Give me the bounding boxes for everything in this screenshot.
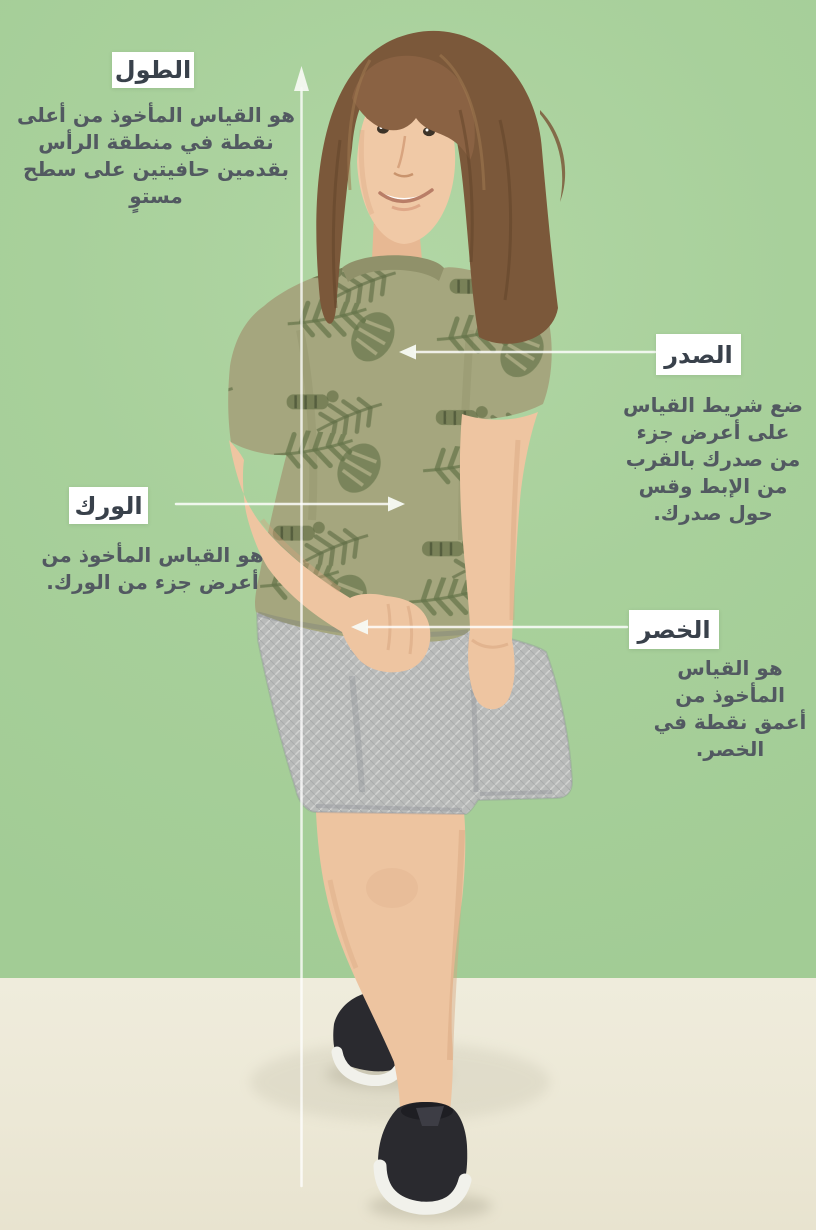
hip-label: الورك	[69, 487, 148, 524]
hip-description: هو القياس المأخوذ من أعرض جزء من الورك.	[41, 543, 264, 594]
waist-description: هو القياس المأخوذ من أعمق نقطة في الخصر.	[653, 656, 807, 761]
height-description: هو القياس المأخوذ من أعلى نقطة في منطقة الرأس بقدمين حافيتين على سطح مستوٍ	[16, 103, 296, 208]
height-arrow-icon	[294, 66, 309, 91]
height-label: الطول	[112, 52, 194, 88]
front-shoe	[378, 1102, 467, 1208]
chest-label: الصدر	[656, 334, 741, 375]
chest-description: ضع شريط القياس على أعرض جزء من صدرك بالقرب من الإبط وقس حول صدرك.	[623, 393, 803, 525]
waist-label: الخصر	[629, 610, 719, 649]
